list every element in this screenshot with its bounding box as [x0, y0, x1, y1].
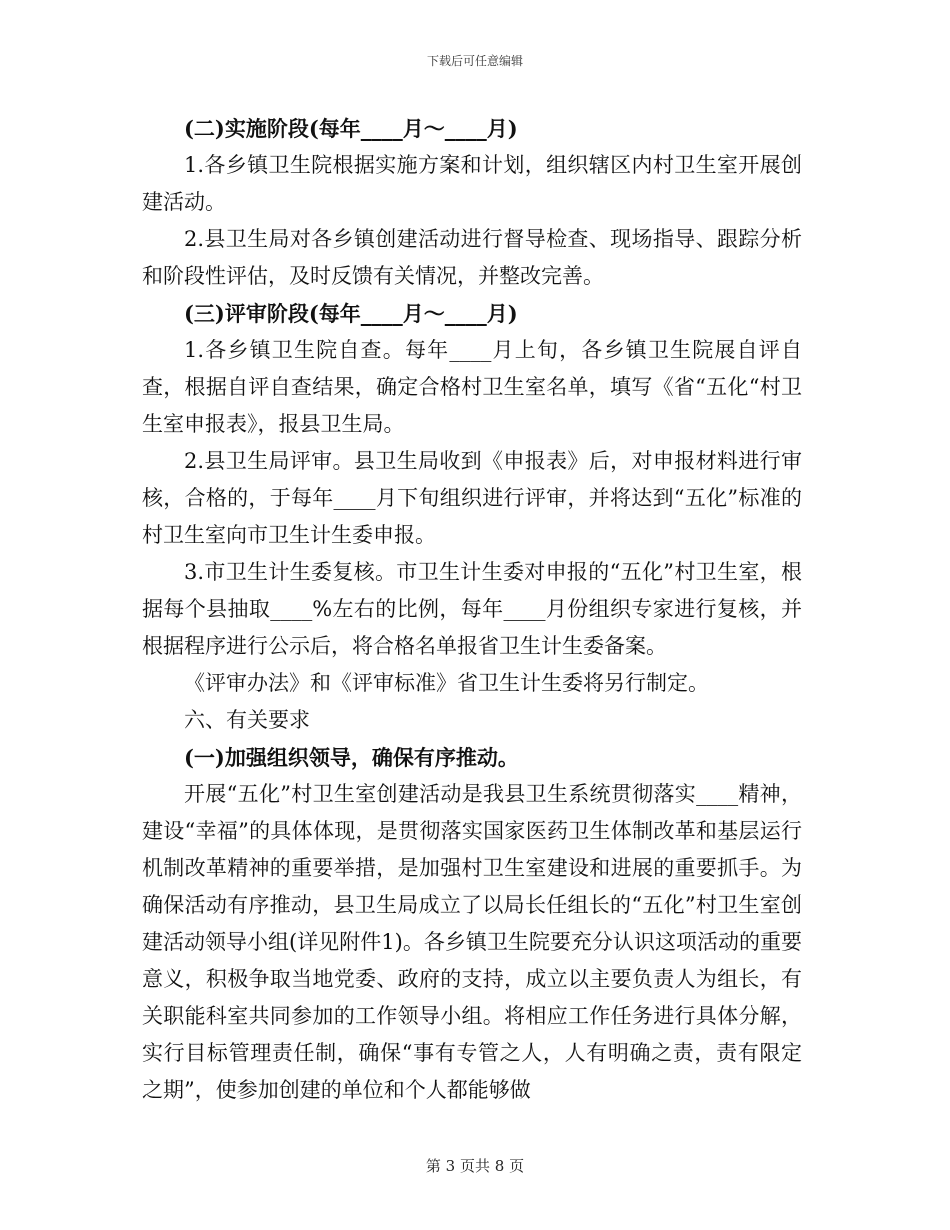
paragraph: 《评审办法》和《评审标准》省卫生计生委将另行制定。 [184, 671, 709, 695]
page-header: 下载后可任意编辑 [426, 54, 523, 68]
paragraph: 开展“五化”村卫生室创建活动是我县卫生系统贯彻落实____精神，建设“幸福”的具体体现，是贯彻落实国家医药卫生体制改革和基层运行机制改革精神的重要举措，是加强村卫生室建设和进展的重要抓手。为确保活动有序推动，县卫生局成立了以局长任组长的“五化”村卫生室创建活动领导小组(详见附件1)。各乡镇卫生院要充分认识这项活动的重要意义，积极争取当地党委、政府的支持，成立以主要负责人为组长，有关职能科室共同参加的工作领导小组。将相应工作任务进行具体分解，实行目标管理责任制，确保“事有专管之人，人有明确之责，责有限定之期”，使参加创建的单位和个人都能够做 [142, 782, 802, 1102]
subheading-organization: (一)加强组织领导，确保有序推动。 [184, 745, 519, 770]
paragraph: 3.市卫生计生委复核。市卫生计生委对申报的“五化”村卫生室，根据每个县抽取____%左右的比例，每年____月份组织专家进行复核，并根据程序进行公示后，将合格名单报省卫生计生委备案。 [142, 560, 802, 658]
paragraph: 2.县卫生局对各乡镇创建活动进行督导检查、现场指导、跟踪分析和阶段性评估，及时反馈有关情况，并整改完善。 [142, 227, 802, 288]
paragraph: 1.各乡镇卫生院自查。每年____月上旬，各乡镇卫生院展自评自查，根据自评自查结果，确定合格村卫生室名单，填写《省“五化“村卫生室申报表》，报县卫生局。 [142, 338, 802, 436]
paragraph: 1.各乡镇卫生院根据实施方案和计划，组织辖区内村卫生室开展创建活动。 [142, 153, 802, 214]
document-body [142, 110, 802, 1109]
section-heading-requirements: 六、有关要求 [184, 708, 310, 732]
paragraph: 2.县卫生局评审。县卫生局收到《申报表》后，对申报材料进行审核，合格的，于每年____月下旬组织进行评审，并将达到“五化”标准的村卫生室向市卫生计生委申报。 [142, 449, 802, 547]
page-footer: 第 3 页共 8 页 [425, 1157, 525, 1175]
subheading-review-stage: (三)评审阶段(每年____月～____月) [184, 301, 518, 326]
subheading-implementation-stage: (二)实施阶段(每年____月～____月) [184, 116, 518, 141]
